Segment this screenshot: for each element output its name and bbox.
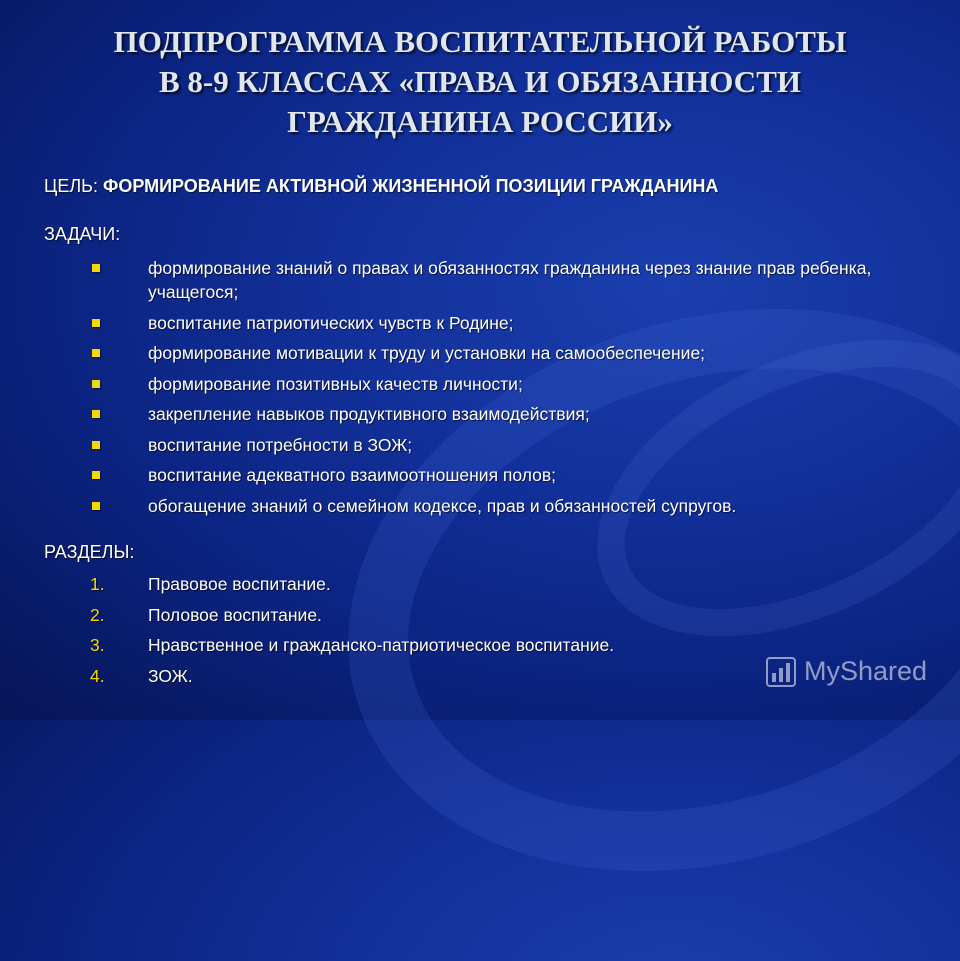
task-item	[90, 402, 910, 426]
section-text: Нравственное и гражданско-патриотическое воспитание.	[148, 635, 615, 655]
section-item	[90, 572, 614, 596]
title-line-3: ГРАЖДАНИНА РОССИИ»	[287, 104, 673, 139]
task-item	[90, 372, 910, 396]
section-number: 3.	[90, 635, 105, 655]
bullet-icon	[92, 441, 100, 449]
task-text: формирование позитивных качеств личности;	[148, 373, 523, 394]
bullet-icon	[92, 264, 100, 272]
task-text: воспитание патриотических чувств к Родине;	[148, 312, 514, 333]
task-item	[90, 256, 910, 304]
task-text: формирование знаний о правах и обязанностях гражданина через знание прав ребенка, учащегося;	[148, 258, 872, 302]
goal-text: ФОРМИРОВАНИЕ АКТИВНОЙ ЖИЗНЕННОЙ ПОЗИЦИИ ГРАЖДАНИНА	[102, 176, 719, 196]
slide-title	[40, 22, 920, 142]
watermark-text: MyShared	[804, 656, 928, 686]
section-text: Половое воспитание.	[148, 604, 322, 625]
section-text: ЗОЖ.	[148, 665, 193, 686]
task-item	[90, 433, 910, 457]
section-number: 1.	[90, 574, 105, 594]
task-text: формирование мотивации к труду и установки на самообеспечение;	[148, 343, 706, 363]
bullet-icon	[92, 410, 100, 418]
tasks-list	[90, 256, 910, 524]
bullet-icon	[92, 319, 100, 327]
title-line-2: В 8-9 КЛАССАХ «ПРАВА И ОБЯЗАННОСТИ	[159, 64, 801, 99]
bullet-icon	[92, 380, 100, 388]
bullet-icon	[92, 471, 100, 479]
sections-label: РАЗДЕЛЫ:	[44, 542, 135, 562]
task-text: воспитание потребности в ЗОЖ;	[148, 434, 413, 455]
task-item	[90, 311, 910, 335]
goal-line	[44, 176, 718, 197]
task-text: закрепление навыков продуктивного взаимодействия;	[148, 404, 590, 424]
section-item	[90, 633, 614, 657]
task-text: обогащение знаний о семейном кодексе, прав и обязанностей супругов.	[148, 495, 737, 516]
tasks-label: ЗАДАЧИ:	[44, 224, 121, 244]
watermark[interactable]	[766, 656, 927, 687]
task-text: воспитание адекватного взаимоотношения полов;	[148, 465, 557, 485]
section-text: Правовое воспитание.	[148, 574, 331, 594]
bullet-icon	[92, 349, 100, 357]
section-item	[90, 664, 614, 688]
section-item	[90, 603, 614, 627]
bar-chart-icon	[766, 657, 796, 687]
bullet-icon	[92, 502, 100, 510]
task-item	[90, 494, 910, 518]
task-item	[90, 341, 910, 365]
goal-label: ЦЕЛЬ:	[44, 176, 98, 196]
task-item	[90, 463, 910, 487]
sections-list	[90, 572, 614, 694]
section-number: 2.	[90, 604, 105, 625]
title-line-1: ПОДПРОГРАММА ВОСПИТАТЕЛЬНОЙ РАБОТЫ	[113, 24, 847, 59]
section-number: 4.	[90, 665, 105, 686]
